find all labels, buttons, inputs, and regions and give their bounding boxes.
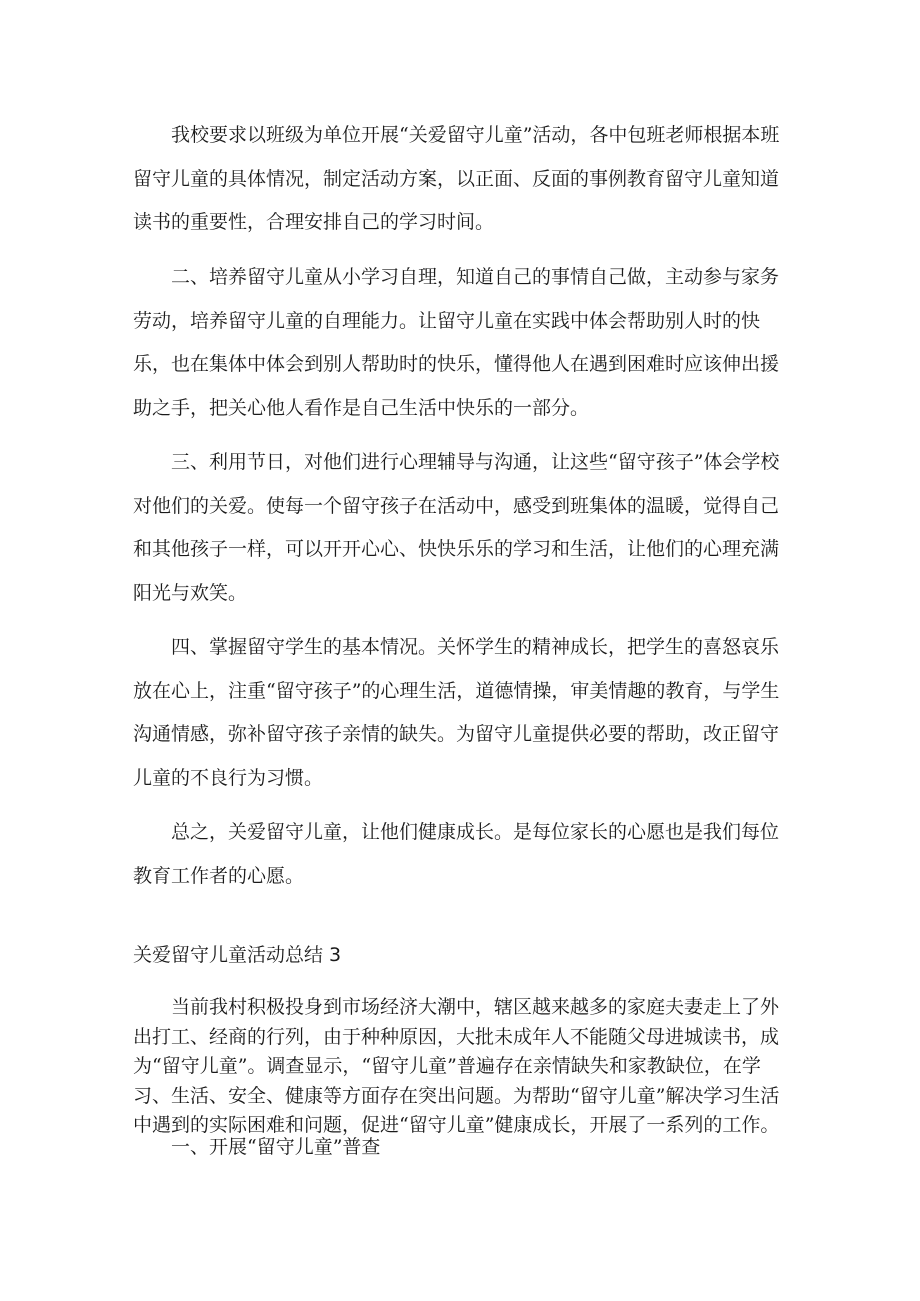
paragraph-intro: 我校要求以班级为单位开展“关爱留守儿童”活动，各中包班老师根据本班留守儿童的具体情况，制定活动方案，以正面、反面的事例教育留守儿童知道读书的重要性，合理安排自己的学习时间。 [133, 124, 780, 233]
paragraph-section-item-one: 一、开展“留守儿童”普查 [171, 1136, 381, 1158]
section-heading: 关爱留守儿童活动总结 3 [133, 944, 342, 966]
paragraph-conclusion: 总之，关爱留守儿童，让他们健康成长。是每位家长的心愿也是我们每位教育工作者的心愿。 [133, 821, 780, 887]
paragraph-item-two: 二、培养留守儿童从小学习自理，知道自己的事情自己做，主动参与家务劳动，培养留守儿童的自理能力。让留守儿童在实践中体会帮助别人时的快乐，也在集体中体会到别人帮助时的快乐，懂得他人在遇到困难时应该伸出援助之手，把关心他人看作是自己生活中快乐的一部分。 [133, 266, 780, 419]
paragraph-section-intro: 当前我村积极投身到市场经济大潮中，辖区越来越多的家庭夫妻走上了外出打工、经商的行列，由于种种原因，大批未成年人不能随父母进城读书，成为“留守儿童”。调查显示，“留守儿童”普遍存在亲情缺失和家教缺位，在学习、生活、安全、健康等方面存在突出问题。为帮助“留守儿童”解决学习生活中遇到的实际困难和问题，促进“留守儿童”健康成长，开展了一系列的工作。 [133, 996, 780, 1136]
paragraph-item-four: 四、掌握留守学生的基本情况。关怀学生的精神成长，把学生的喜怒哀乐放在心上，注重“留守孩子”的心理生活，道德情操，审美情趣的教育，与学生沟通情感，弥补留守孩子亲情的缺失。为留守儿童提供必要的帮助，改正留守儿童的不良行为习惯。 [133, 636, 780, 789]
paragraph-item-three: 三、利用节日，对他们进行心理辅导与沟通，让这些“留守孩子”体会学校对他们的关爱。使每一个留守孩子在活动中，感受到班集体的温暖，觉得自己和其他孩子一样，可以开开心心、快快乐乐的学习和生活，让他们的心理充满阳光与欢笑。 [133, 451, 780, 604]
